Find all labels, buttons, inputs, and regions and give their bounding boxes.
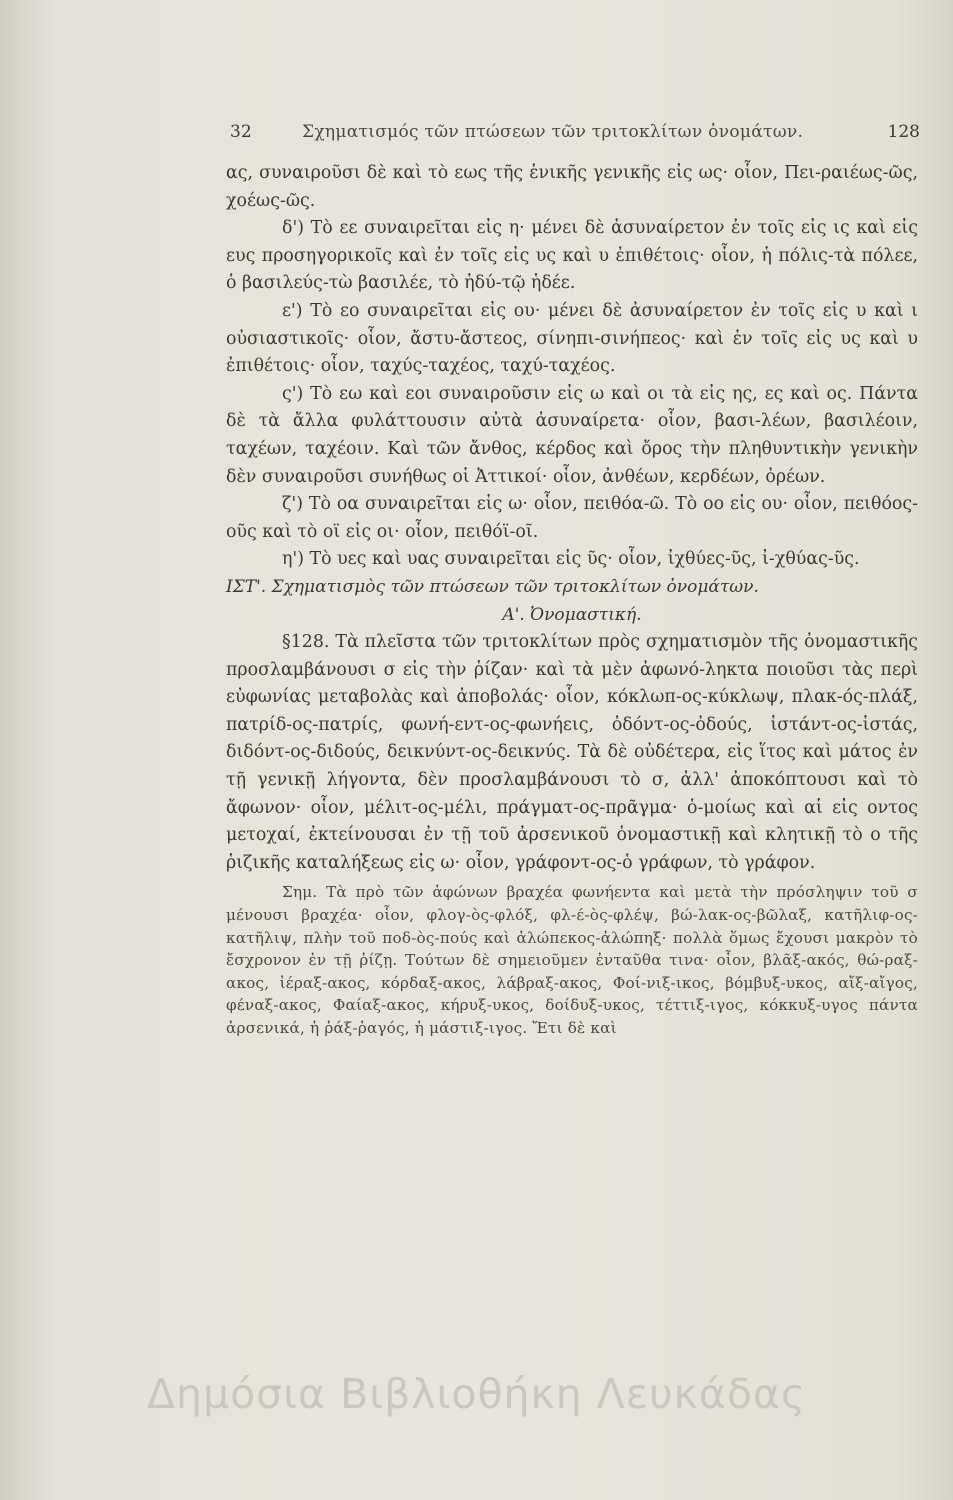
subheading: Α'. Ὀνομαστική. (502, 604, 642, 625)
section-number: 128 (887, 122, 920, 142)
paragraph-rule-d: δ') Τὸ εε συναιρεῖται εἰς η· μένει δὲ ἀσυναίρετον ἐν τοῖς εἰς ις καὶ εἰς ευς προσηγορικοῖς καὶ ἐν τοῖς εἰς υς καὶ υ ἐπιθέτοις· οἷον, ἡ πόλις-τὰ πόλεε, ὁ βασιλεύς-τὼ βασιλέε, τὸ ἡδύ-τῷ ἡδέε. (226, 218, 918, 294)
section-heading: ΙΣΤ'. Σχηματισμὸς τῶν πτώσεων τῶν τριτοκλίτων ὀνομάτων. (226, 576, 759, 597)
paragraph-continuation: ας, συναιροῦσι δὲ καὶ τὸ εως τῆς ἑνικῆς γενικῆς εἰς ως· οἷον, Πει-ραιέως-ῶς, χοέως-ῶς. (226, 163, 918, 211)
running-title: Σχηματισμός τῶν πτώσεων τῶν τριτοκλίτων ὀνομάτων. (302, 122, 804, 142)
paragraph-rule-h: η') Τὸ υες καὶ υας συναιρεῖται εἰς ῦς· οἷον, ἰχθύες-ῦς, ἰ-χθύας-ῦς. (282, 549, 860, 570)
page-body (226, 160, 918, 1040)
footnote-block (226, 881, 918, 1039)
page-number: 32 (230, 122, 252, 142)
note-text: Σημ. Τὰ πρὸ τῶν ἀφώνων βραχέα φωνήεντα καὶ μετὰ τὴν πρόσληψιν τοῦ σ μένουσι βραχέα· οἷον, φλογ-ὸς-φλόξ, φλ-έ-ὸς-φλέψ, βώ-λακ-ος-βῶλαξ, κατῆλιφ-ος-κατῆλιψ, πλὴν τοῦ ποδ-ὸς-πούς καὶ ἀλώπεκος-ἀλώπηξ· πολλὰ ὅμως ἔχουσι μακρὸν τὸ ἔσχρονον ἐν τῇ ῥίζῃ. Τούτων δὲ σημειοῦμεν ἐνταῦθα τινα· οἷον, βλᾶξ-ακός, θώ-ραξ-ακος, ἱέραξ-ακος, κόρδαξ-ακος, λάβραξ-ακος, Φοί-νιξ-ικος, βόμβυξ-υκος, αἴξ-αἴγος, φέναξ-ακος, Φαίαξ-ακος, κήρυξ-υκος, δοίδυξ-υκος, τέττιξ-ιγος, κόκκυξ-υγος πάντα ἀρσενικά, ἡ ῥάξ-ῥαγός, ἡ μάστιξ-ιγος. Ἔτι δὲ καὶ (226, 883, 918, 1037)
paragraph-rule-st: ς') Τὸ εω καὶ εοι συναιροῦσιν εἰς ω καὶ οι τὰ εἰς ης, ες καὶ ος. Πάντα δὲ τὰ ἄλλα φυλάττουσιν αὐτὰ ἀσυναίρετα· οἷον, βασι-λέων, βασιλέοιν, ταχέων, ταχέοιν. Καὶ τῶν ἄνθος, κέρδος καὶ ὄρος τὴν πληθυντικὴν γενικὴν δὲν συναιροῦσι συνήθως οἱ Ἀττικοί· οἷον, ἀνθέων, κερδέων, ὀρέων. (226, 383, 918, 487)
paragraph-rule-e: ε') Τὸ εο συναιρεῖται εἰς ου· μένει δὲ ἀσυναίρετον ἐν τοῖς εἰς υ καὶ ι οὐσιαστικοῖς· οἷον, ἄστυ-ἄστεος, σίνηπι-σινήπεος· καὶ ἐν τοῖς εἰς υς καὶ υ ἐπιθέτοις· οἷον, ταχύς-ταχέος, ταχύ-ταχέος. (226, 300, 918, 377)
library-watermark: Δημόσια Βιβλιοθήκη Λευκάδας (146, 1370, 807, 1418)
main-paragraph: §128. Τὰ πλεῖστα τῶν τριτοκλίτων πρὸς σχηματισμὸν τῆς ὀνομαστικῆς προσλαμβάνουσι σ εἰς τὴν ῥίζαν· καὶ τὰ μὲν ἀφωνό-ληκτα ποιοῦσι τὰς περὶ εὐφωνίας μεταβολὰς καὶ ἀποβολάς· οἷον, κόκλωπ-ος-κύκλωψ, πλακ-ός-πλάξ, πατρίδ-ος-πατρίς, φωνή-εντ-ος-φωνήεις, ὀδόντ-ος-ὀδούς, ἱστάντ-ος-ἱστάς, διδόντ-ος-διδούς, δεικνύντ-ος-δεικνύς. Τὰ δὲ οὐδέτερα, εἰς ἵτος καὶ μάτος ἐν τῇ γενικῇ λήγοντα, δὲν προσλαμβάνουσι τὸ σ, ἀλλ' ἀποκόπτουσι καὶ τὸ ἄφωνον· οἷον, μέλιτ-ος-μέλι, πράγματ-ος-πρᾶγμα· ὁ-μοίως καὶ αἱ εἰς οντος μετοχαί, ἐκτείνουσαι ἐν τῇ τοῦ ἀρσενικοῦ ὀνομαστικῇ καὶ κλητικῇ τὸ ο τῆς ῥιζικῆς καταλήξεως εἰς ω· οἷον, γράφοντ-ος-ὁ γράφων, τὸ γράφον. (226, 632, 918, 873)
paragraph-rule-z: ζ') Τὸ οα συναιρεῖται εἰς ω· οἷον, πειθόα-ῶ. Τὸ οο εἰς ου· οἷον, πειθόος-οῦς καὶ τὸ οϊ εἰς οι· οἷον, πειθόϊ-οῖ. (226, 494, 918, 542)
running-header (230, 122, 920, 152)
